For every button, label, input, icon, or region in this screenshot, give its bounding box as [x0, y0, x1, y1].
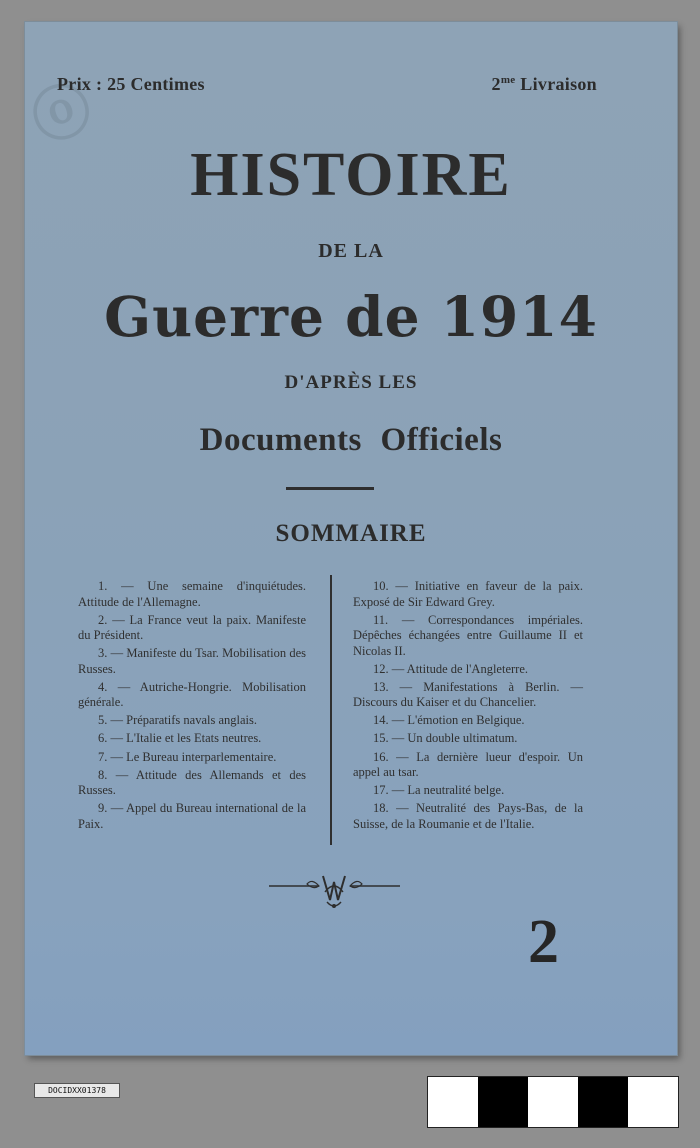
issue-label [492, 74, 598, 95]
document-id-label: DOCIDXX01378 [34, 1083, 120, 1098]
summary-right-column [353, 579, 583, 835]
calibration-swatch-white [628, 1077, 678, 1127]
summary-item: 6. — L'Italie et les Etats neutres. [98, 731, 262, 746]
pamphlet-cover [25, 22, 677, 1055]
color-calibration-bar [427, 1076, 679, 1128]
main-title: HISTOIRE [190, 141, 512, 209]
summary-item: 3. — Manifeste du Tsar. Mobilisation des Russes. [78, 646, 306, 676]
calibration-swatch-black [478, 1077, 528, 1127]
summary-item: 10. — Initiative en faveur de la paix. Exposé de Sir Edward Grey. [353, 579, 583, 609]
faded-stamp-mark: ⓞ [23, 72, 100, 155]
issue-superscript: me [500, 74, 516, 86]
issue-big-number: 2 [528, 908, 559, 976]
war-title: Guerre de 1914 [104, 284, 598, 349]
summary-item: 14. — L'émotion en Belgique. [373, 713, 525, 728]
issue-number: 2 [491, 74, 501, 94]
summary-item: 16. — La dernière lueur d'espoir. Un appel au tsar. [353, 749, 583, 780]
subtitle-dapres: D'APRÈS LES [284, 372, 418, 393]
subtitle-de-la: DE LA [318, 240, 384, 262]
price-label: Prix : 25 Centimes [57, 74, 205, 94]
summary-item: 15. — Un double ultimatum. [373, 731, 518, 746]
calibration-swatch-white [428, 1077, 478, 1127]
divider-rule [286, 487, 374, 490]
summary-item: 5. — Préparatifs navals anglais. [98, 713, 257, 728]
flourish-monogram-icon [267, 870, 402, 912]
documents-title: Documents Officiels [199, 422, 503, 458]
summary-item: 11. — Correspondances impériales. Dépêches échangées entre Guillaume II et Nicolas II. [353, 612, 583, 658]
summary-item: 4. — Autriche-Hongrie. Mobilisation générale. [78, 679, 306, 710]
summary-item: 1. — Une semaine d'inquiétudes. Attitude de l'Allemagne. [78, 579, 306, 609]
summary-item: 18. — Neutralité des Pays-Bas, de la Suisse, de la Roumanie et de l'Italie. [353, 801, 583, 831]
summary-item: 13. — Manifestations à Berlin. — Discours du Kaiser et du Chancelier. [353, 679, 583, 710]
summary-item: 8. — Attitude des Allemands et des Russes. [78, 767, 306, 798]
summary-item: 9. — Appel du Bureau international de la Paix. [78, 801, 306, 831]
summary-item: 7. — Le Bureau interparlementaire. [98, 749, 277, 764]
sommaire-heading: SOMMAIRE [275, 520, 427, 547]
summary-item: 12. — Attitude de l'Angleterre. [373, 661, 528, 676]
summary-left-column [78, 579, 306, 835]
calibration-swatch-white [528, 1077, 578, 1127]
column-divider [330, 575, 332, 845]
summary-item: 2. — La France veut la paix. Manifeste du Président. [78, 612, 306, 643]
summary-item: 17. — La neutralité belge. [373, 783, 505, 798]
calibration-swatch-black [578, 1077, 628, 1127]
issue-word: Livraison [520, 74, 597, 94]
